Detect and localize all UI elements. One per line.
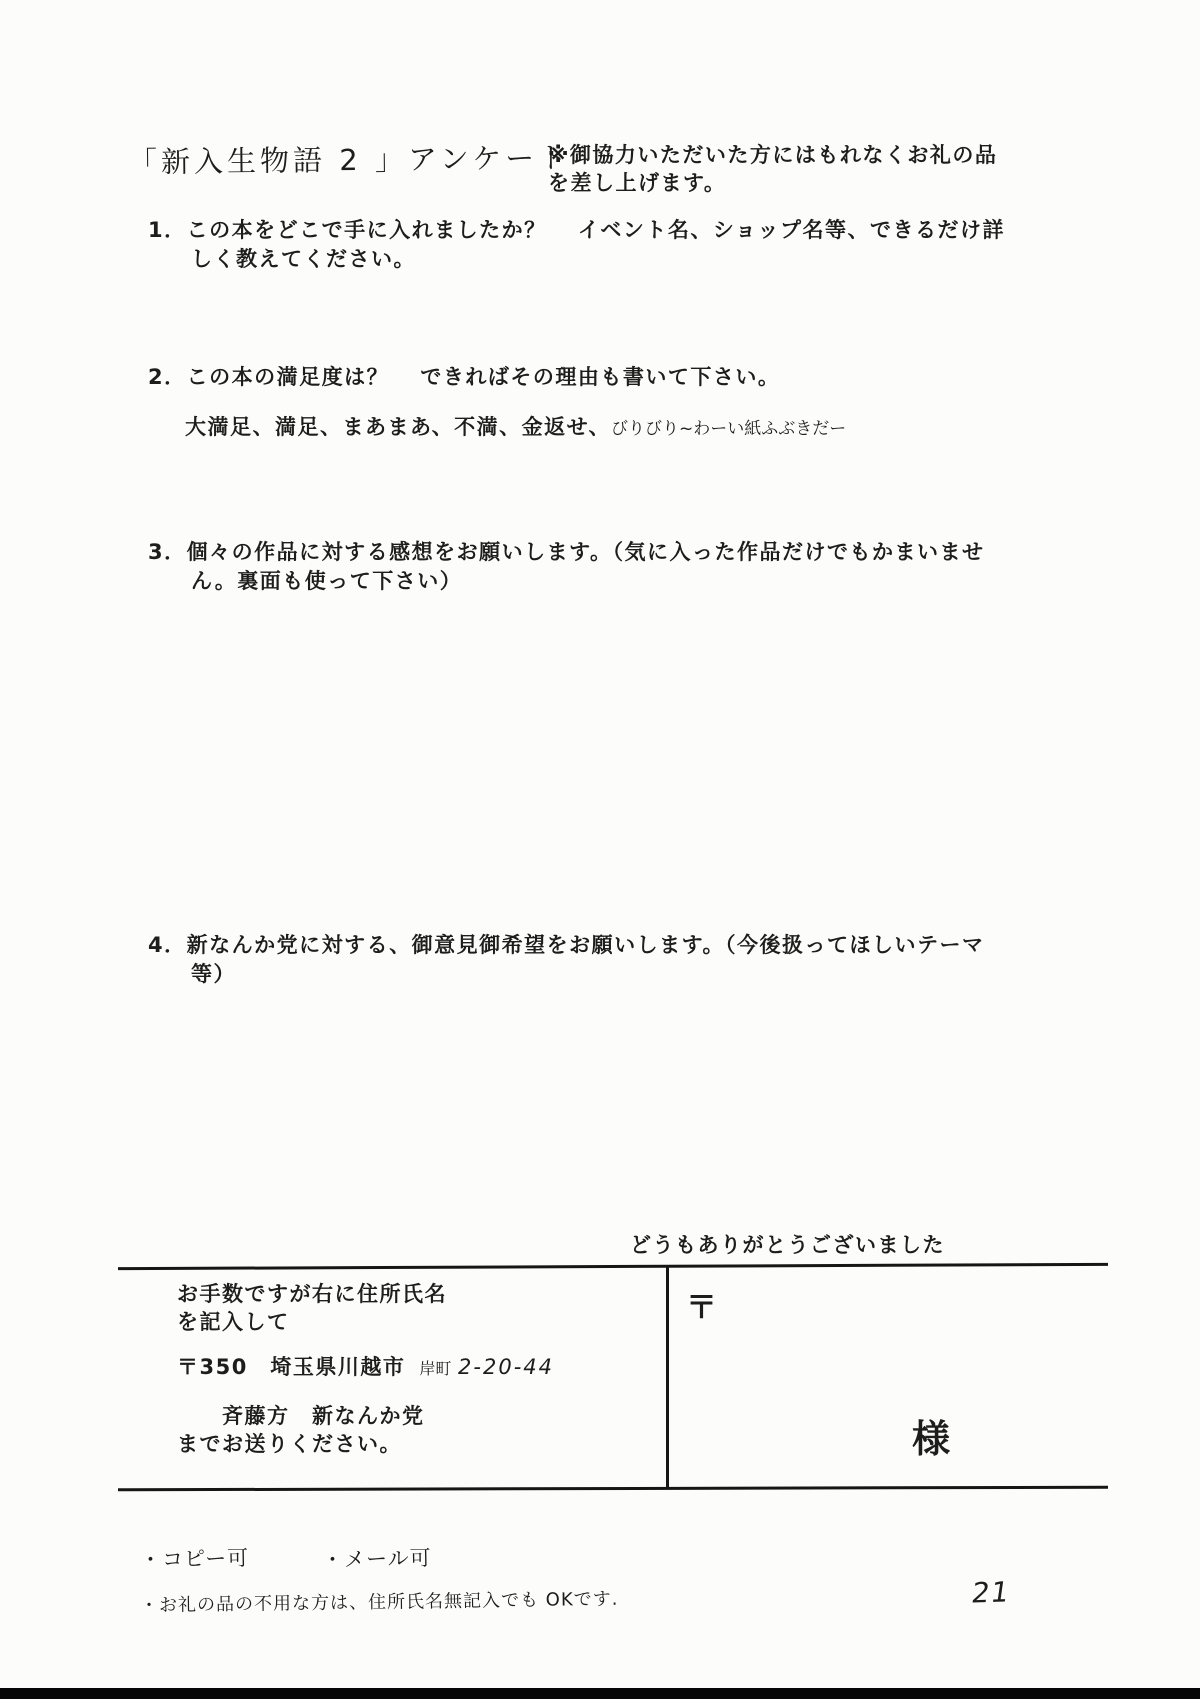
question-1-number: 1． [148, 218, 187, 242]
reward-note-line-1: ※御協力いただいた方にはもれなくお礼の品 [548, 143, 998, 167]
question-3-number: 3． [148, 540, 187, 564]
question-1-line-1 [148, 216, 1048, 245]
question-4-line-2: 等） [191, 962, 236, 986]
question-2-number: 2． [148, 365, 187, 389]
footer-note-anonymous: ・お礼の品の不用な方は、住所氏名無記入でも OKです. [139, 1588, 619, 1617]
reward-note-line-2: を差し上げます。 [548, 171, 727, 195]
mailing-address-handwritten-number: 2-20-44 [458, 1355, 555, 1379]
postal-mark-icon: 〒 [686, 1290, 718, 1326]
question-2-options-printed: 大満足、満足、まあまあ、不満、金返せ、 [185, 415, 612, 439]
question-2-options-handwritten: びりびり~わーい紙ふぶきだー [611, 419, 847, 439]
reward-note [548, 141, 1028, 197]
mailing-address-handwritten-town: 岸町 [419, 1359, 452, 1378]
mailing-address [177, 1351, 554, 1381]
mailing-box-top-border [118, 1263, 1108, 1270]
question-3-text: 個々の作品に対する感想をお願いします。（気に入った作品だけでもかまいませ [186, 540, 985, 564]
question-2-options [185, 411, 846, 441]
question-2-line-1 [148, 363, 1048, 392]
question-1 [148, 216, 1048, 274]
footer-note-mail-ok: ・メール可 [321, 1546, 432, 1572]
honorific-sama: 様 [912, 1417, 953, 1461]
question-3-line-1 [148, 538, 1048, 567]
question-4-text: 新なんか党に対する、御意見御希望をお願いします。（今後扱ってほしいテーマ [186, 933, 985, 957]
page-number: 21 [969, 1575, 1013, 1610]
mailing-instruction-line-2: を記入して [177, 1310, 290, 1334]
question-3 [148, 538, 1048, 596]
mailing-recipient: 斉藤方 新なんか党 [222, 1404, 425, 1428]
question-2-text: この本の満足度は？ できればその理由も書いて下さい。 [186, 365, 781, 389]
mailing-address-printed: 〒350 埼玉県川越市 [177, 1355, 406, 1379]
question-4-line-1 [148, 931, 1048, 960]
thanks-message: どうもありがとうございました [630, 1233, 945, 1257]
scan-edge-bottom [0, 1688, 1200, 1699]
mailing-box-bottom-border [118, 1486, 1108, 1492]
question-3-line-2: ん。裏面も使って下さい） [191, 569, 463, 593]
question-2 [148, 363, 1048, 392]
question-1-text: この本をどこで手に入れましたか？ イベント名、ショップ名等、できるだけ詳 [186, 218, 1006, 242]
question-4-number: 4． [148, 933, 187, 957]
page-title: 「新入生物語 2 」アンケート [127, 140, 572, 180]
question-4 [148, 931, 1048, 989]
mailing-instruction-line-1: お手数ですが右に住所氏名 [177, 1282, 447, 1306]
footer-note-copy-ok: ・コピー可 [139, 1546, 250, 1572]
question-1-line-2: しく教えてください。 [191, 247, 416, 271]
mailing-box-divider [666, 1266, 669, 1488]
mailing-send-line: までお送りください。 [177, 1432, 402, 1456]
